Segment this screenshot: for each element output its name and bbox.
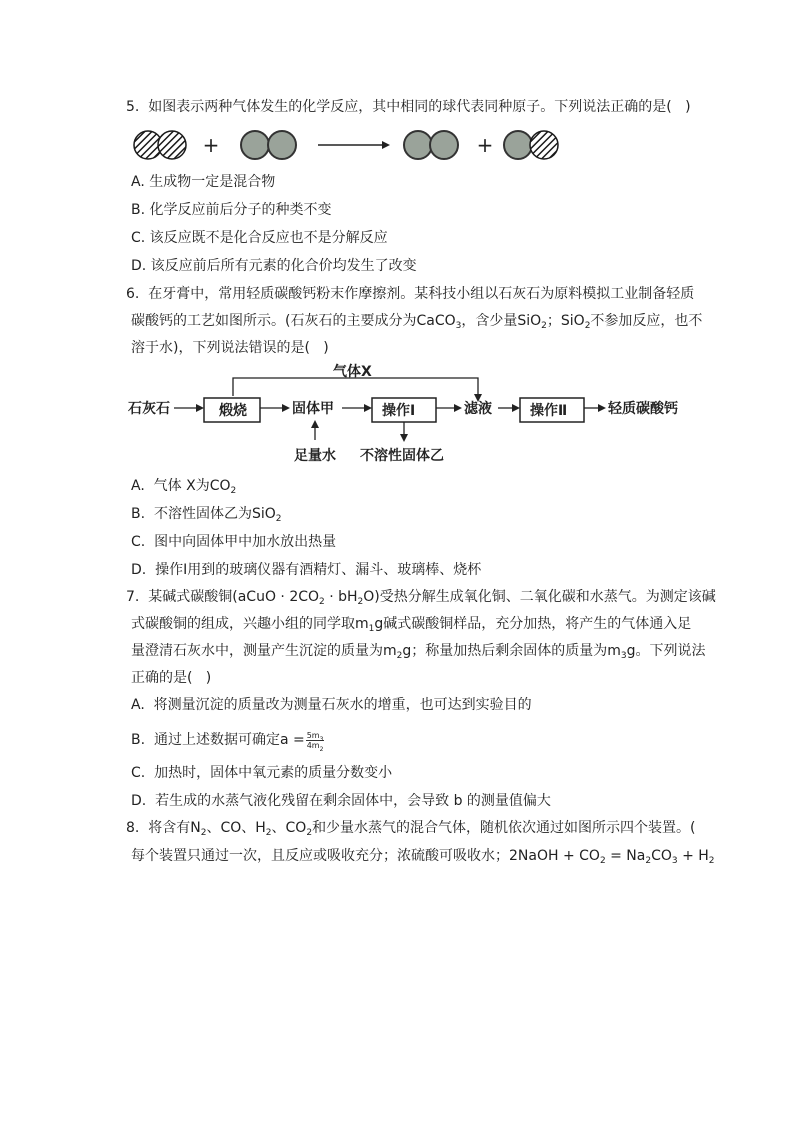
hatched-molecule (134, 131, 186, 159)
q6-stem-line3: 溶于水)，下列说法错误的是( ) (131, 340, 329, 356)
mixed-molecule-product (504, 131, 558, 159)
q6-option-b: B. 不溶性固体乙为SiO$_2$ (131, 506, 282, 524)
flow-limestone: 石灰石 (128, 401, 170, 417)
plus-sign: + (476, 133, 494, 157)
q8-stem-line1: 8. 将含有$N_2$、CO、$H_2$、$CO_2$和少量水蒸气的混合气体，随机依次通过如图所示四个装置。( (126, 820, 696, 838)
fraction: $\frac{5m_3}{4m_2}$ (306, 730, 324, 753)
flow-gas-x: 气体X (333, 364, 372, 380)
q7-stem-line3: 量澄清石灰水中，测量产生沉淀的质量为$m_2g$；称量加热后剩余固体的质量为$m_3g$。下列说法 (131, 643, 706, 661)
q6-option-a: A. 气体 X为$CO_2$ (131, 478, 237, 496)
flow-calcine: 煅烧 (219, 403, 247, 419)
q5-option-c: C. 该反应既不是化合反应也不是分解反应 (131, 230, 388, 246)
flow-product: 轻质碳酸钙 (608, 401, 678, 417)
gray-molecule (241, 131, 296, 159)
q5-reaction-diagram (128, 126, 568, 164)
flow-filtrate: 滤液 (464, 401, 492, 417)
q7-option-a: A. 将测量沉淀的质量改为测量石灰水的增重，也可达到实验目的 (131, 697, 532, 713)
q6-option-d: D. 操作Ⅰ用到的玻璃仪器有酒精灯、漏斗、玻璃棒、烧杯 (131, 562, 482, 578)
q5-stem: 5. 如图表示两种气体发生的化学反应，其中相同的球代表同种原子。下列说法正确的是( ) (126, 99, 691, 115)
flow-solid-a: 固体甲 (292, 401, 334, 417)
q7-stem-line2: 式碳酸铜的组成，兴趣小组的同学取$m_1g$碱式碳酸铜样品，充分加热，将产生的气体通入足 (131, 616, 692, 634)
q8-stem-line2: 每个装置只通过一次，且反应或吸收充分；浓硫酸可吸收水；2NaOH + $CO_2 = Na_2CO_3 + H_2$ (131, 848, 715, 866)
q6-stem-line2: 碳酸钙的工艺如图所示。(石灰石的主要成分为CaCO$_3$，含少量SiO$_2$；SiO$_2$不参加反应，也不 (131, 313, 703, 331)
flow-insoluble: 不溶性固体乙 (360, 448, 444, 464)
flow-op1: 操作Ⅰ (382, 403, 416, 419)
q6-option-c: C. 图中向固体甲中加水放出热量 (131, 534, 337, 550)
q5-option-a: A. 生成物一定是混合物 (131, 174, 276, 190)
flow-water: 足量水 (294, 448, 336, 464)
q7-stem-line4: 正确的是( ) (131, 670, 212, 686)
q5-option-b: B. 化学反应前后分子的种类不变 (131, 202, 332, 218)
q7-option-d: D. 若生成的水蒸气液化残留在剩余固体中，会导致 b 的测量值偏大 (131, 793, 551, 809)
plus-sign: + (202, 133, 220, 157)
flow-op2: 操作Ⅱ (530, 403, 568, 419)
q6-flow-diagram (128, 362, 688, 466)
reaction-arrow (318, 141, 390, 149)
gray-molecule-product (404, 131, 458, 159)
q7-stem-line1: 7. 某碱式碳酸铜(aCuO · $2CO_2 \cdot bH_2O$)受热分解生成氧化铜、二氧化碳和水蒸气。为测定该碱 (126, 589, 716, 607)
q6-stem-line1: 6. 在牙膏中，常用轻质碳酸钙粉末作摩擦剂。某科技小组以石灰石为原料模拟工业制备轻质 (126, 286, 695, 302)
q7-option-b: B. 通过上述数据可确定a = $\frac{5m_3}{4m_2}$ (131, 730, 324, 753)
q7-option-c: C. 加热时，固体中氧元素的质量分数变小 (131, 765, 393, 781)
q5-option-d: D. 该反应前后所有元素的化合价均发生了改变 (131, 258, 417, 274)
